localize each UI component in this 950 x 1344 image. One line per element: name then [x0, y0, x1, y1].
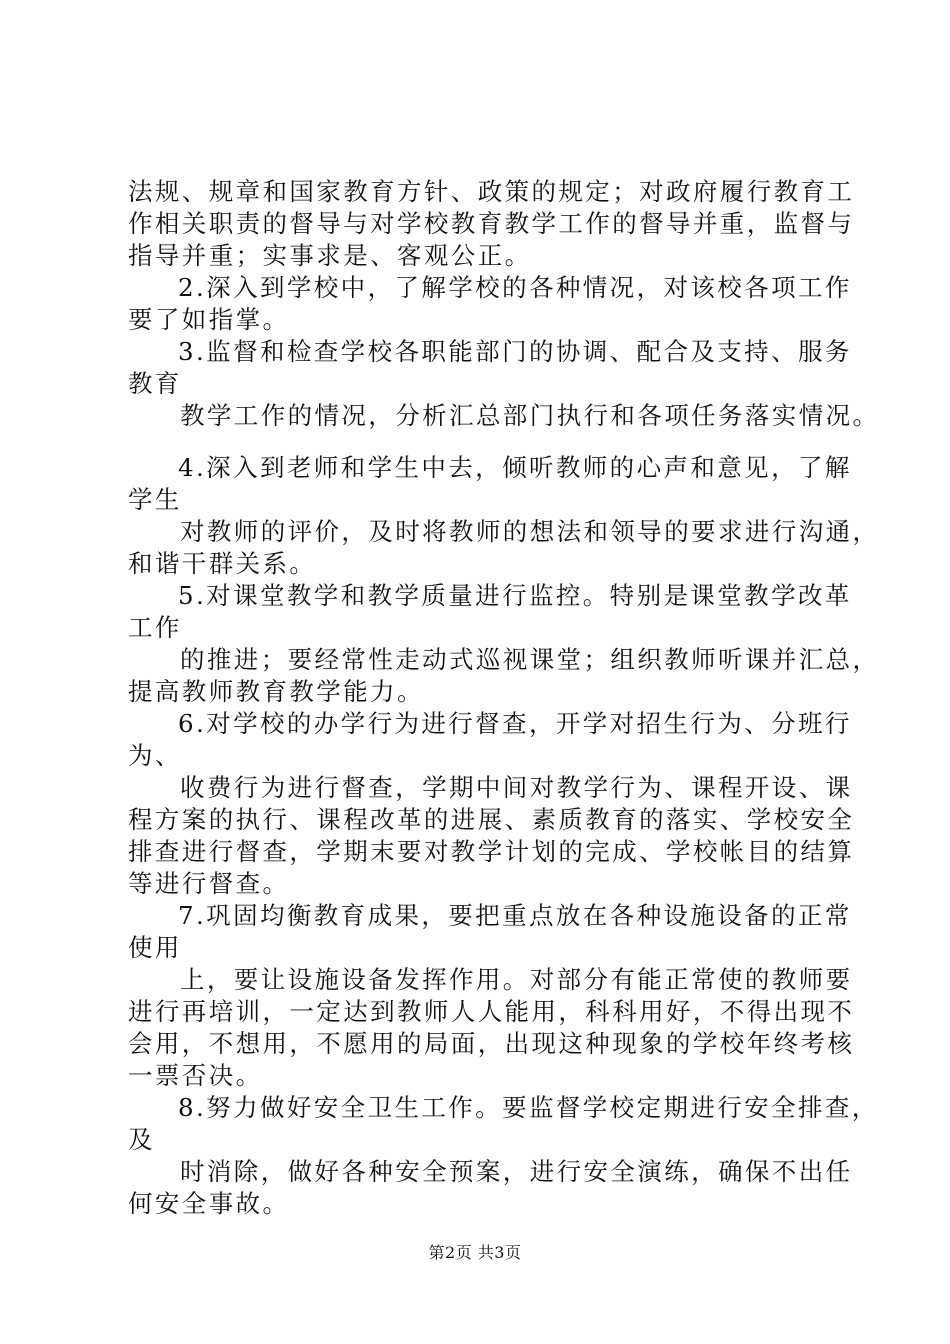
text-line: 4.深入到老师和学生中去，倾听教师的心声和意见，了解: [178, 453, 852, 482]
text-line: 6.对学校的办学行为进行督查，开学对招生行为、分班行: [178, 709, 852, 738]
page-number-footer: 第2页 共3页: [428, 1243, 522, 1262]
text-line: 进行再培训，一定达到教师人人能用，科科用好，不得出现不: [128, 997, 855, 1026]
text-line: 及: [128, 1125, 155, 1154]
text-line: 为、: [128, 741, 182, 770]
text-line: 等进行督查。: [128, 869, 290, 898]
text-line: 8.努力做好安全卫生工作。要监督学校定期进行安全排查，: [178, 1093, 879, 1122]
text-line: 7.巩固均衡教育成果，要把重点放在各种设施设备的正常: [178, 901, 852, 930]
text-line: 指导并重；实事求是、客观公正。: [128, 241, 532, 270]
text-line: 一票否决。: [128, 1061, 263, 1090]
text-line: 3.监督和检查学校各职能部门的协调、配合及支持、服务: [178, 337, 852, 366]
text-line: 上，要让设施设备发挥作用。对部分有能正常使的教师要: [180, 965, 853, 994]
text-line: 要了如指掌。: [128, 305, 290, 334]
text-line: 对教师的评价，及时将教师的想法和领导的要求进行沟通，: [180, 517, 880, 546]
text-line: 5.对课堂教学和教学质量进行监控。特别是课堂教学改革: [178, 581, 852, 610]
text-line: 学生: [128, 485, 182, 514]
text-line: 何安全事故。: [128, 1189, 290, 1218]
text-line: 的推进；要经常性走动式巡视课堂；组织教师听课并汇总，: [180, 645, 880, 674]
text-line: 2.深入到学校中，了解学校的各种情况，对该校各项工作: [178, 273, 852, 302]
text-line: 工作: [128, 613, 182, 642]
text-line: 法规、规章和国家教育方针、政策的规定；对政府履行教育工: [128, 177, 855, 206]
text-line: 作相关职责的督导与对学校教育教学工作的督导并重，监督与: [128, 209, 855, 238]
text-line: 时消除，做好各种安全预案，进行安全演练，确保不出任: [180, 1157, 853, 1186]
text-line: 和谐干群关系。: [128, 549, 317, 578]
text-line: 收费行为进行督查，学期中间对教学行为、课程开设、课: [180, 773, 853, 802]
text-line: 使用: [128, 933, 182, 962]
text-line: 教学工作的情况，分析汇总部门执行和各项任务落实情况。: [180, 401, 880, 430]
text-line: 排查进行督查，学期末要对教学计划的完成、学校帐目的结算: [128, 837, 855, 866]
text-line: 程方案的执行、课程改革的进展、素质教育的落实、学校安全: [128, 805, 855, 834]
text-line: 教育: [128, 369, 182, 398]
text-line: 会用，不想用，不愿用的局面，出现这种现象的学校年终考核: [128, 1029, 855, 1058]
text-line: 提高教师教育教学能力。: [128, 677, 424, 706]
